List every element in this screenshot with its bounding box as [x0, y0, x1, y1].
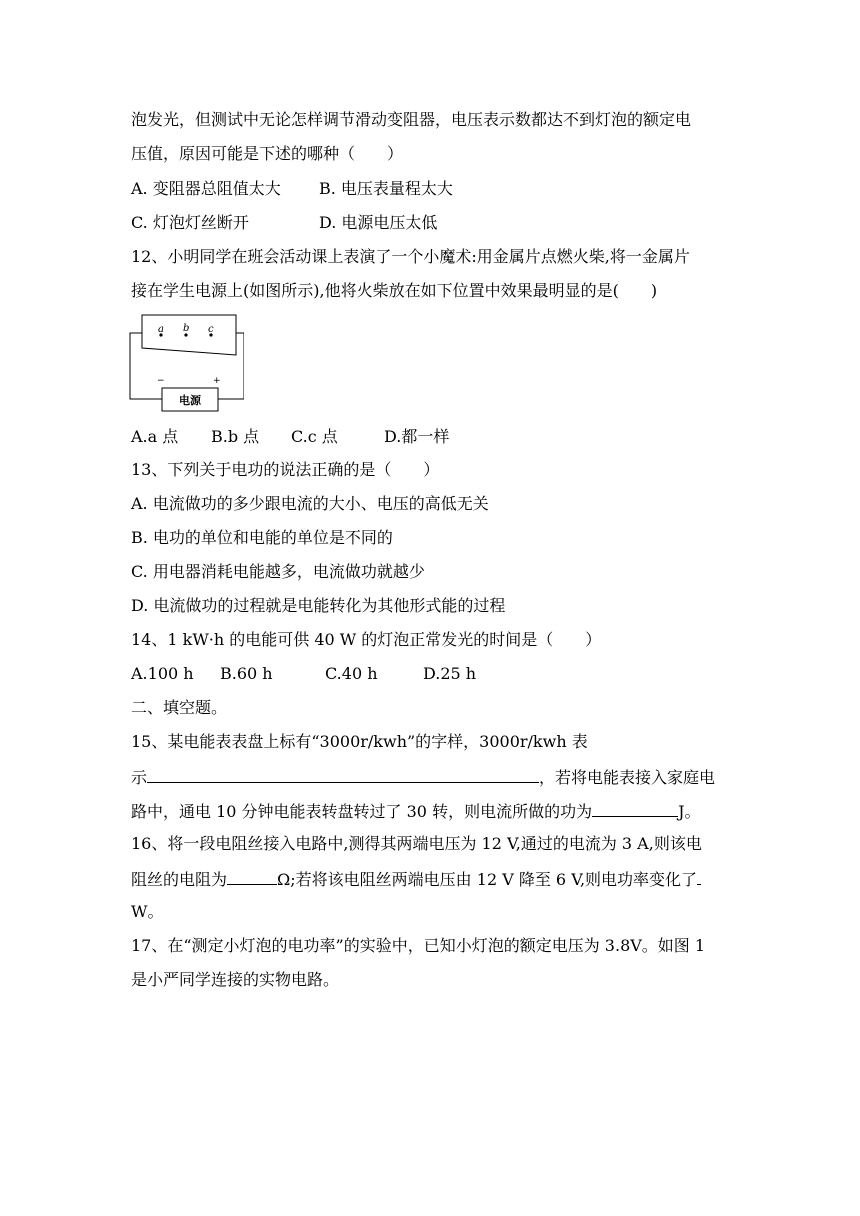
q11-stem-line2: 压值，原因可能是下述的哪种（ ） — [131, 144, 404, 163]
q15-line3-end: J。 — [678, 802, 701, 821]
q17-stem-line1: 17、在“测定小灯泡的电功率”的实验中，已知小灯泡的额定电压为 3.8V。如图 1 — [131, 936, 706, 955]
minus-terminal-label: − — [157, 376, 165, 386]
q12-option-b: B.b 点 — [211, 427, 260, 446]
q13-option-c: C. 用电器消耗电能越多，电流做功就越少 — [131, 562, 425, 581]
q11-option-d: D. 电源电压太低 — [319, 213, 438, 232]
plus-terminal-label: + — [213, 376, 221, 386]
q15-line2-end: ，若将电能表接入家庭电 — [539, 768, 716, 787]
q16-blank-resistance[interactable] — [227, 868, 277, 885]
q15-blank-work[interactable] — [592, 800, 678, 817]
q11-option-b: B. 电压表量程太大 — [319, 179, 453, 198]
q11-option-a: A. 变阻器总阻值太大 — [131, 179, 281, 198]
q13-option-d: D. 电流做功的过程就是电能转化为其他形式能的过程 — [131, 596, 506, 615]
section-title: 二、填空题。 — [131, 698, 228, 717]
q15-stem-line1: 15、某电能表表盘上标有“3000r/kwh”的字样，3000r/kwh 表 — [131, 732, 588, 751]
point-c-label: c — [208, 324, 214, 335]
q12-stem-line1: 12、小明同学在班会活动课上表演了一个小魔术:用金属片点燃火柴,将一金属片 — [131, 247, 690, 266]
q15-stem-line2 — [131, 766, 715, 788]
q12-circuit-diagram — [128, 313, 244, 413]
q11-option-c: C. 灯泡灯丝断开 — [131, 213, 249, 232]
power-source-label: 电源 — [179, 394, 201, 407]
q14-option-a: A.100 h — [131, 664, 194, 683]
q11-stem-line1: 泡发光，但测试中无论怎样调节滑动变阻器，电压表示数都达不到灯泡的额定电 — [131, 110, 692, 129]
q16-stem-line3: W。 — [131, 902, 164, 921]
q12-option-d: D.都一样 — [384, 427, 450, 446]
q12-option-c: C.c 点 — [291, 427, 338, 446]
q15-line3-start: 路中，通电 10 分钟电能表转盘转过了 30 转，则电流所做的功为 — [131, 802, 593, 821]
metal-strip-shape — [142, 315, 236, 355]
q17-stem-line2: 是小严同学连接的实物电路。 — [131, 970, 340, 989]
q16-blank-power-change[interactable] — [697, 868, 701, 885]
point-a-label: a — [158, 324, 164, 335]
q12-option-a: A.a 点 — [131, 427, 179, 446]
q16-line2-mid: Ω;若将该电阻丝两端电压由 12 V 降至 6 V,则电功率变化了 — [277, 870, 698, 889]
q14-option-d: D.25 h — [423, 664, 477, 683]
q16-line2-start: 阻丝的电阻为 — [131, 870, 228, 889]
q15-line2-start: 示 — [131, 768, 148, 787]
q13-stem: 13、下列关于电功的说法正确的是（ ） — [131, 460, 440, 479]
q12-stem-line2: 接在学生电源上(如图所示),他将火柴放在如下位置中效果最明显的是( ) — [131, 281, 658, 300]
q14-option-b: B.60 h — [220, 664, 273, 683]
q14-stem: 14、1 kW·h 的电能可供 40 W 的灯泡正常发光的时间是（ ） — [131, 630, 602, 649]
q16-stem-line2 — [131, 868, 701, 890]
q15-blank-meaning[interactable] — [147, 766, 539, 783]
point-b-label: b — [183, 323, 190, 334]
q16-stem-line1: 16、将一段电阻丝接入电路中,测得其两端电压为 12 V,通过的电流为 3 A,则该电 — [131, 834, 702, 853]
q13-option-a: A. 电流做功的多少跟电流的大小、电压的高低无关 — [131, 494, 489, 513]
q15-stem-line3 — [131, 800, 701, 822]
q13-option-b: B. 电功的单位和电能的单位是不同的 — [131, 528, 393, 547]
q14-option-c: C.40 h — [325, 664, 378, 683]
